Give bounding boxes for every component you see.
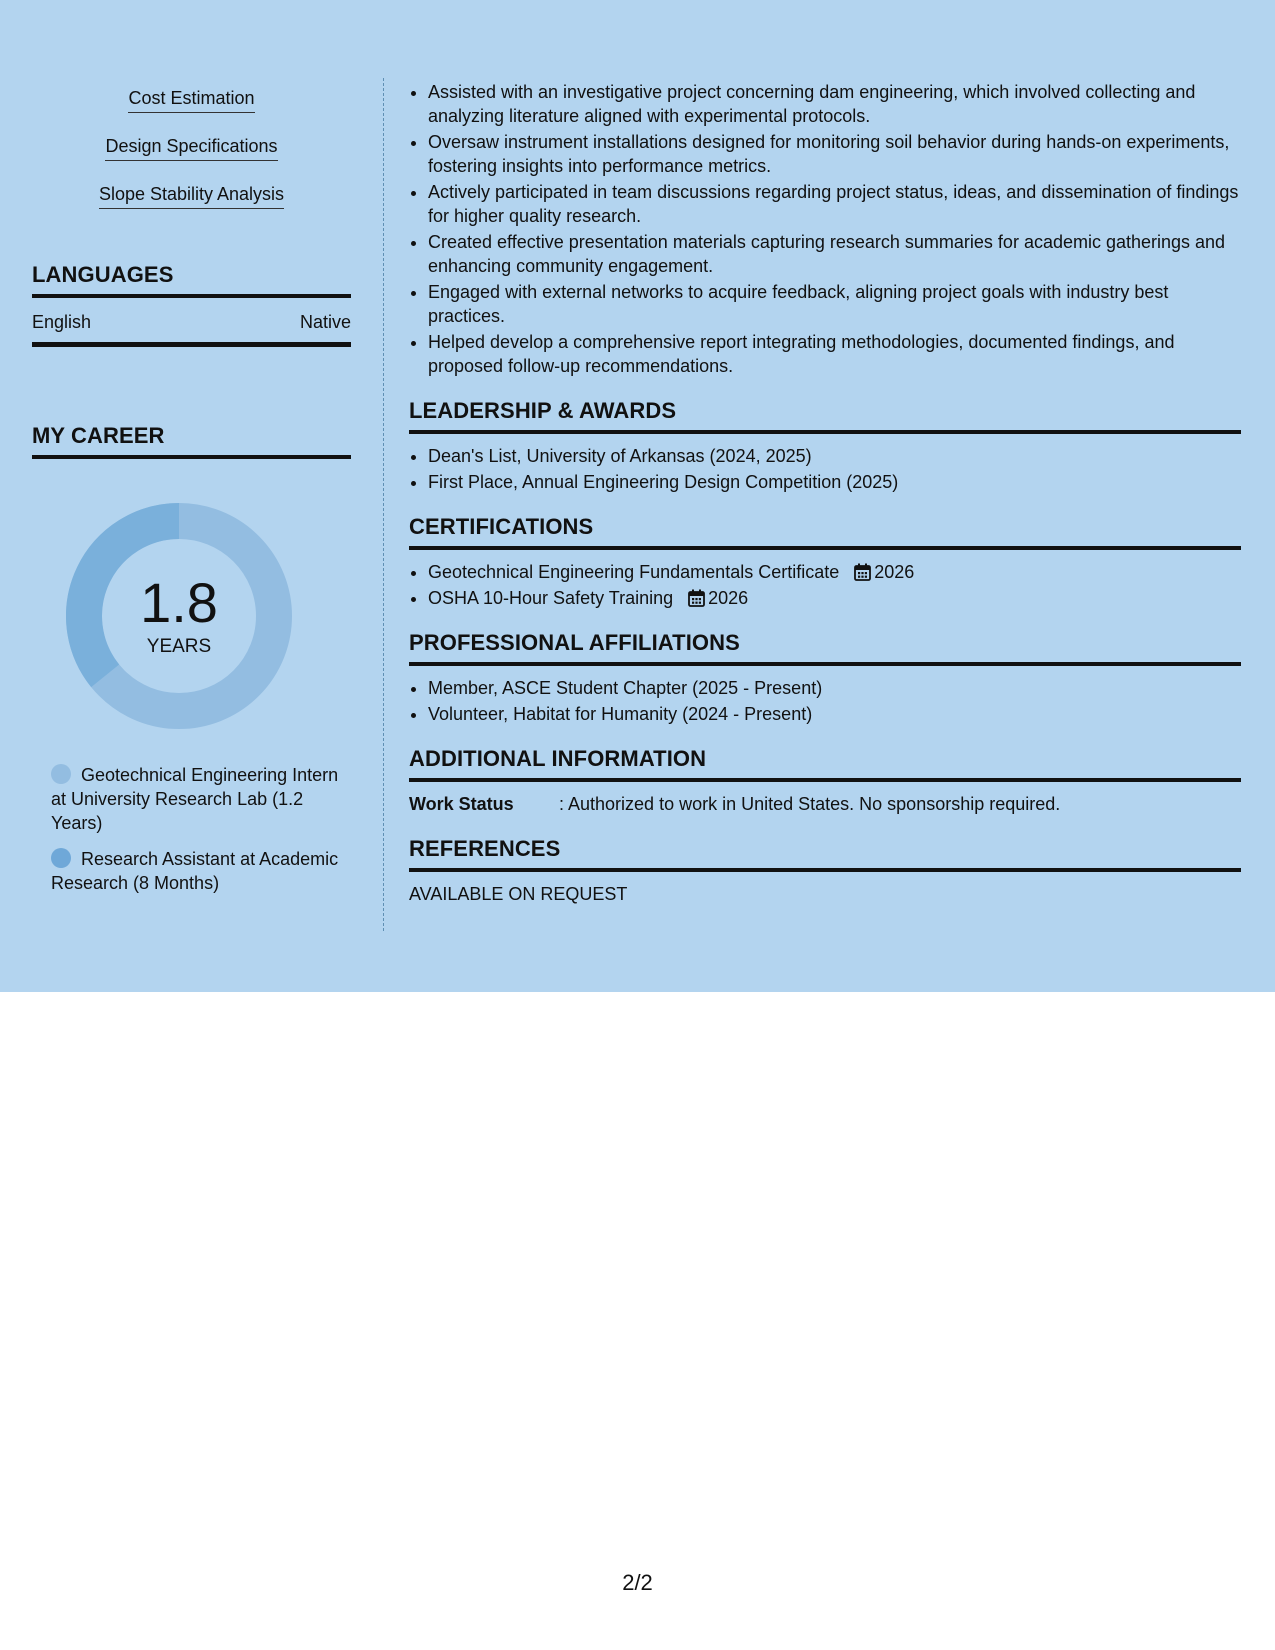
experience-bullet: • Actively participated in team discussions regarding project status, ideas, and dissemination of findings for higher quality research.	[428, 180, 1241, 228]
affiliations-title: PROFESSIONAL AFFILIATIONS	[409, 630, 1241, 666]
references-text: AVAILABLE ON REQUEST	[409, 884, 628, 904]
leadership-list	[409, 444, 1241, 494]
language-row	[32, 298, 351, 347]
leadership-item: • First Place, Annual Engineering Design Competition (2025)	[428, 470, 1241, 494]
language-level: Native	[299, 312, 351, 332]
certification-name: Geotechnical Engineering Fundamentals Certificate	[428, 562, 840, 582]
skill-item: Slope Stability Analysis	[99, 182, 284, 209]
career-donut-chart	[66, 503, 292, 729]
experience-bullet: • Helped develop a comprehensive report integrating methodologies, documented findings, and proposed follow-up recommendations.	[428, 330, 1241, 378]
leadership-item: • Dean's List, University of Arkansas (2024, 2025)	[428, 444, 1241, 468]
legend-dot	[51, 848, 71, 868]
legend-label: Geotechnical Engineering Intern at University Research Lab (1.2 Years)	[51, 765, 339, 833]
certification-year: 2026	[874, 562, 915, 582]
certifications-section	[409, 514, 1241, 610]
leadership-section	[409, 398, 1241, 494]
experience-bullet: • Assisted with an investigative project concerning dam engineering, which involved collecting and analyzing literature aligned with experimental protocols.	[428, 80, 1241, 128]
legend-item	[51, 847, 341, 895]
left-column	[32, 78, 351, 907]
additional-info-title: ADDITIONAL INFORMATION	[409, 746, 1241, 782]
legend-label: Research Assistant at Academic Research (8 Months)	[51, 849, 339, 893]
certifications-title: CERTIFICATIONS	[409, 514, 1241, 550]
career-total-unit: YEARS	[146, 636, 212, 657]
experience-bullets	[409, 80, 1241, 378]
page-number: 2/2	[622, 1570, 653, 1595]
work-status-row	[409, 792, 1241, 816]
certifications-list	[409, 560, 1241, 610]
career-title: MY CAREER	[32, 423, 351, 459]
affiliation-item: • Member, ASCE Student Chapter (2025 - Present)	[428, 676, 1241, 700]
certification-name: OSHA 10-Hour Safety Training	[428, 588, 674, 608]
leadership-title: LEADERSHIP & AWARDS	[409, 398, 1241, 434]
work-status-value: : Authorized to work in United States. No sponsorship required.	[559, 794, 1061, 814]
skills-list	[32, 78, 351, 222]
calendar-icon	[854, 563, 871, 581]
legend-item	[51, 763, 341, 835]
certification-year: 2026	[708, 588, 749, 608]
donut-center	[66, 503, 292, 729]
languages-title: LANGUAGES	[32, 262, 351, 298]
work-status-label: Work Status	[409, 794, 514, 814]
experience-bullet: • Oversaw instrument installations designed for monitoring soil behavior during hands-on experiments, fostering insights into performance metrics.	[428, 130, 1241, 178]
career-legend	[51, 763, 341, 895]
certification-item	[428, 560, 1241, 584]
experience-bullet: • Engaged with external networks to acquire feedback, aligning project goals with industry best practices.	[428, 280, 1241, 328]
skill-item: Cost Estimation	[128, 86, 254, 113]
column-divider	[383, 78, 384, 931]
experience-bullet: • Created effective presentation materials capturing research summaries for academic gatherings and enhancing community engagement.	[428, 230, 1241, 278]
references-title: REFERENCES	[409, 836, 1241, 872]
additional-info-section	[409, 746, 1241, 816]
affiliation-item: • Volunteer, Habitat for Humanity (2024 - Present)	[428, 702, 1241, 726]
career-section	[32, 423, 351, 895]
languages-section	[32, 262, 351, 347]
legend-dot	[51, 764, 71, 784]
certification-item	[428, 586, 1241, 610]
references-section	[409, 836, 1241, 906]
affiliations-list	[409, 676, 1241, 726]
career-total-value: 1.8	[140, 571, 218, 634]
skill-item: Design Specifications	[105, 134, 277, 161]
language-name: English	[32, 312, 92, 332]
right-column	[409, 80, 1241, 906]
calendar-icon	[688, 589, 705, 607]
affiliations-section	[409, 630, 1241, 726]
